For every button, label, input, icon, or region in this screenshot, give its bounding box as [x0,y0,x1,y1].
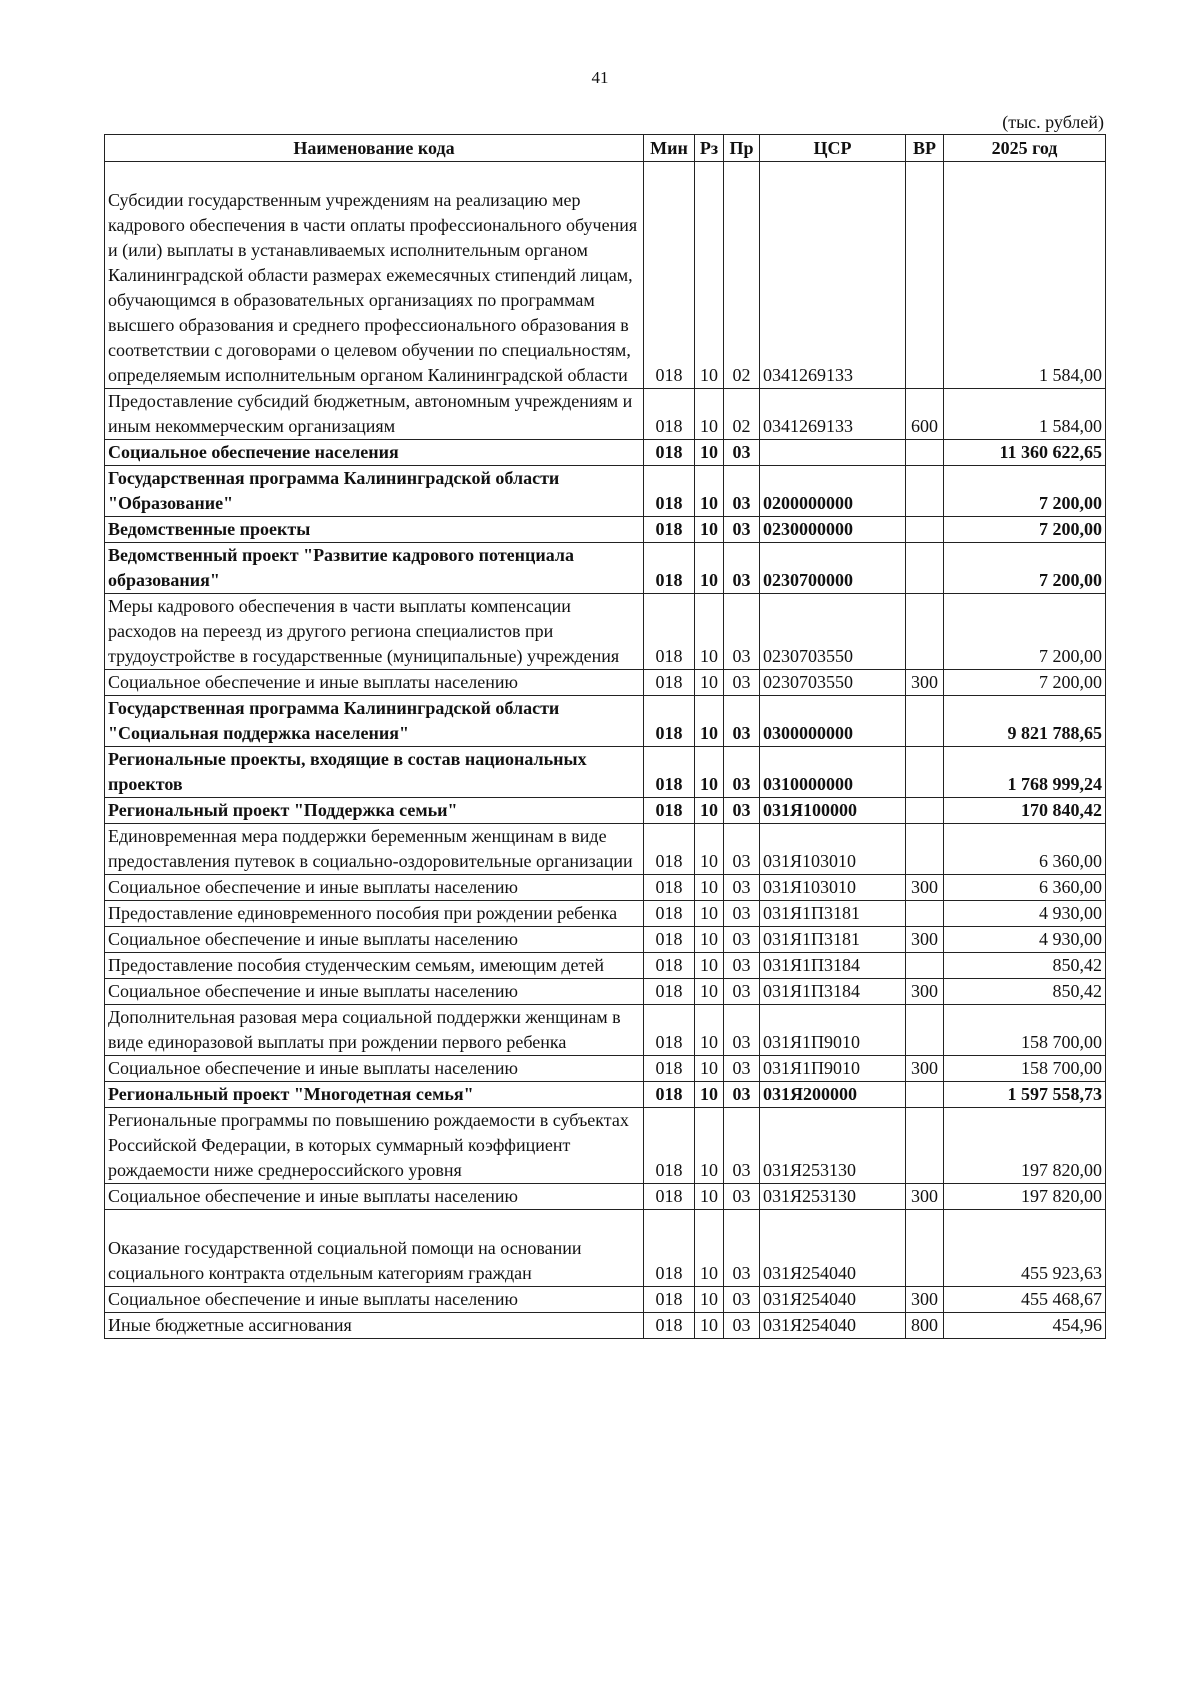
cell-vr: 300 [906,979,944,1005]
cell-min: 018 [644,1210,695,1287]
cell-amount: 1 768 999,24 [944,747,1106,798]
cell-min: 018 [644,162,695,389]
cell-amount: 158 700,00 [944,1056,1106,1082]
table-row [105,1210,1106,1287]
cell-vr: 300 [906,1056,944,1082]
table-row [105,162,1106,389]
cell-vr: 600 [906,389,944,440]
cell-name: Ведомственный проект "Развитие кадрового потенциала образования" [105,543,644,594]
cell-amount: 6 360,00 [944,824,1106,875]
cell-amount: 455 923,63 [944,1210,1106,1287]
cell-min: 018 [644,1005,695,1056]
table-row [105,1184,1106,1210]
cell-amount: 7 200,00 [944,517,1106,543]
cell-name: Ведомственные проекты [105,517,644,543]
cell-pr: 03 [724,875,760,901]
cell-csr: 0300000000 [760,696,906,747]
cell-min: 018 [644,798,695,824]
cell-csr: 031Я1П9010 [760,1005,906,1056]
cell-min: 018 [644,901,695,927]
cell-vr [906,696,944,747]
cell-csr: 031Я100000 [760,798,906,824]
cell-name: Социальное обеспечение населения [105,440,644,466]
cell-name: Социальное обеспечение и иные выплаты населению [105,1287,644,1313]
table-row [105,389,1106,440]
table-row [105,927,1106,953]
cell-pr: 03 [724,798,760,824]
cell-csr: 031Я103010 [760,875,906,901]
table-row [105,901,1106,927]
cell-rz: 10 [695,517,724,543]
cell-amount: 197 820,00 [944,1108,1106,1184]
table-row [105,1108,1106,1184]
cell-min: 018 [644,1313,695,1339]
cell-pr: 02 [724,162,760,389]
cell-name: Оказание государственной социальной помощи на основании социального контракта отдельным категориям граждан [105,1210,644,1287]
header-vr: ВР [906,135,944,162]
page-number: 41 [591,68,609,87]
cell-pr: 03 [724,517,760,543]
table-row [105,517,1106,543]
cell-min: 018 [644,747,695,798]
cell-name: Социальное обеспечение и иные выплаты населению [105,979,644,1005]
table-row [105,466,1106,517]
cell-min: 018 [644,1056,695,1082]
cell-rz: 10 [695,162,724,389]
cell-csr: 031Я1П9010 [760,1056,906,1082]
cell-amount: 7 200,00 [944,466,1106,517]
cell-min: 018 [644,389,695,440]
cell-rz: 10 [695,1287,724,1313]
cell-csr: 0310000000 [760,747,906,798]
cell-vr: 300 [906,927,944,953]
cell-csr: 0230700000 [760,543,906,594]
cell-amount: 4 930,00 [944,927,1106,953]
table-row [105,1056,1106,1082]
table-row [105,1287,1106,1313]
cell-rz: 10 [695,1108,724,1184]
cell-amount: 197 820,00 [944,1184,1106,1210]
budget-table [104,134,1106,1339]
cell-csr: 031Я103010 [760,824,906,875]
cell-rz: 10 [695,1005,724,1056]
cell-name: Предоставление пособия студенческим семьям, имеющим детей [105,953,644,979]
table-row [105,747,1106,798]
cell-rz: 10 [695,901,724,927]
units-label: (тыс. рублей) [1002,112,1104,132]
cell-vr: 300 [906,1287,944,1313]
table-row [105,670,1106,696]
cell-amount: 1 584,00 [944,389,1106,440]
table-row [105,696,1106,747]
cell-vr [906,466,944,517]
cell-rz: 10 [695,953,724,979]
cell-min: 018 [644,1287,695,1313]
header-csr: ЦСР [760,135,906,162]
cell-rz: 10 [695,670,724,696]
cell-pr: 03 [724,953,760,979]
cell-amount: 455 468,67 [944,1287,1106,1313]
cell-pr: 03 [724,1056,760,1082]
cell-name: Социальное обеспечение и иные выплаты населению [105,1056,644,1082]
cell-min: 018 [644,466,695,517]
cell-pr: 03 [724,466,760,517]
cell-vr [906,440,944,466]
cell-csr [760,440,906,466]
cell-rz: 10 [695,543,724,594]
cell-pr: 03 [724,670,760,696]
cell-csr: 0230703550 [760,670,906,696]
cell-vr [906,1005,944,1056]
cell-pr: 03 [724,696,760,747]
cell-rz: 10 [695,979,724,1005]
cell-csr: 031Я253130 [760,1184,906,1210]
cell-vr [906,1210,944,1287]
cell-vr [906,594,944,670]
cell-name: Предоставление единовременного пособия при рождении ребенка [105,901,644,927]
cell-pr: 03 [724,1287,760,1313]
cell-rz: 10 [695,798,724,824]
table-row [105,979,1106,1005]
cell-vr: 300 [906,670,944,696]
cell-name: Единовременная мера поддержки беременным женщинам в виде предоставления путевок в социально-оздоровительные организации [105,824,644,875]
table-row [105,543,1106,594]
cell-amount: 454,96 [944,1313,1106,1339]
cell-min: 018 [644,1082,695,1108]
cell-amount: 4 930,00 [944,901,1106,927]
cell-min: 018 [644,979,695,1005]
cell-vr [906,162,944,389]
cell-vr [906,953,944,979]
cell-csr: 0230703550 [760,594,906,670]
cell-pr: 03 [724,1313,760,1339]
cell-amount: 6 360,00 [944,875,1106,901]
cell-vr [906,1082,944,1108]
cell-amount: 158 700,00 [944,1005,1106,1056]
header-rz: Рз [695,135,724,162]
cell-vr [906,747,944,798]
cell-rz: 10 [695,1056,724,1082]
cell-amount: 850,42 [944,953,1106,979]
cell-pr: 03 [724,927,760,953]
table-row [105,594,1106,670]
header-pr: Пр [724,135,760,162]
cell-min: 018 [644,517,695,543]
cell-pr: 03 [724,824,760,875]
cell-min: 018 [644,875,695,901]
cell-amount: 11 360 622,65 [944,440,1106,466]
cell-name: Социальное обеспечение и иные выплаты населению [105,1184,644,1210]
cell-rz: 10 [695,389,724,440]
cell-rz: 10 [695,747,724,798]
cell-rz: 10 [695,824,724,875]
cell-pr: 03 [724,1005,760,1056]
cell-amount: 7 200,00 [944,594,1106,670]
cell-name: Региональный проект "Многодетная семья" [105,1082,644,1108]
cell-min: 018 [644,953,695,979]
cell-pr: 03 [724,594,760,670]
cell-vr [906,1108,944,1184]
cell-csr: 031Я1П3181 [760,901,906,927]
header-amount: 2025 год [944,135,1106,162]
cell-csr: 0341269133 [760,162,906,389]
header-name: Наименование кода [105,135,644,162]
cell-pr: 02 [724,389,760,440]
cell-name: Региональный проект "Поддержка семьи" [105,798,644,824]
cell-min: 018 [644,543,695,594]
cell-min: 018 [644,440,695,466]
cell-csr: 031Я1П3181 [760,927,906,953]
cell-pr: 03 [724,543,760,594]
cell-pr: 03 [724,1082,760,1108]
cell-vr [906,517,944,543]
cell-name: Социальное обеспечение и иные выплаты населению [105,927,644,953]
cell-amount: 9 821 788,65 [944,696,1106,747]
cell-csr: 031Я1П3184 [760,979,906,1005]
cell-pr: 03 [724,1108,760,1184]
cell-vr: 800 [906,1313,944,1339]
table-row [105,1082,1106,1108]
table-body [105,162,1106,1339]
cell-min: 018 [644,670,695,696]
cell-name: Государственная программа Калининградской области "Социальная поддержка населения" [105,696,644,747]
cell-vr [906,901,944,927]
cell-csr: 0200000000 [760,466,906,517]
cell-vr: 300 [906,875,944,901]
cell-name: Субсидии государственным учреждениям на реализацию мер кадрового обеспечения в части оплаты профессионального обучения и (или) выплаты в устанавливаемых исполнительным органом Калининградской области размерах ежемесячных стипендий лицам, обучающимся в образовательных организациях по программам высшего образования и среднего профессионального образования в соответствии с договорами о целевом обучении по специальностям, определяемым исполнительным органом Калининградской области [105,162,644,389]
table-row [105,1005,1106,1056]
cell-name: Социальное обеспечение и иные выплаты населению [105,670,644,696]
cell-rz: 10 [695,1313,724,1339]
cell-rz: 10 [695,1184,724,1210]
cell-csr: 031Я254040 [760,1313,906,1339]
cell-name: Региональные программы по повышению рождаемости в субъектах Российской Федерации, в которых суммарный коэффициент рождаемости ниже среднероссийского уровня [105,1108,644,1184]
cell-csr: 031Я200000 [760,1082,906,1108]
cell-min: 018 [644,696,695,747]
cell-name: Иные бюджетные ассигнования [105,1313,644,1339]
cell-pr: 03 [724,1210,760,1287]
table-row [105,798,1106,824]
table-row [105,875,1106,901]
cell-pr: 03 [724,440,760,466]
cell-vr [906,798,944,824]
cell-pr: 03 [724,901,760,927]
cell-csr: 031Я1П3184 [760,953,906,979]
cell-rz: 10 [695,875,724,901]
cell-amount: 850,42 [944,979,1106,1005]
cell-rz: 10 [695,440,724,466]
cell-rz: 10 [695,1210,724,1287]
cell-min: 018 [644,927,695,953]
cell-amount: 170 840,42 [944,798,1106,824]
cell-rz: 10 [695,594,724,670]
header-min: Мин [644,135,695,162]
table-row [105,824,1106,875]
cell-csr: 031Я254040 [760,1287,906,1313]
cell-name: Дополнительная разовая мера социальной поддержки женщинам в виде единоразовой выплаты при рождении первого ребенка [105,1005,644,1056]
cell-name: Социальное обеспечение и иные выплаты населению [105,875,644,901]
cell-min: 018 [644,1184,695,1210]
cell-csr: 031Я253130 [760,1108,906,1184]
cell-min: 018 [644,1108,695,1184]
table-row [105,953,1106,979]
cell-min: 018 [644,594,695,670]
cell-csr: 0230000000 [760,517,906,543]
cell-amount: 7 200,00 [944,670,1106,696]
cell-csr: 0341269133 [760,389,906,440]
cell-rz: 10 [695,927,724,953]
cell-name: Государственная программа Калининградской области "Образование" [105,466,644,517]
table-header-row [105,135,1106,162]
cell-name: Региональные проекты, входящие в состав национальных проектов [105,747,644,798]
cell-rz: 10 [695,1082,724,1108]
cell-vr: 300 [906,1184,944,1210]
cell-name: Меры кадрового обеспечения в части выплаты компенсации расходов на переезд из другого региона специалистов при трудоустройстве в государственные (муниципальные) учреждения [105,594,644,670]
cell-rz: 10 [695,466,724,517]
cell-csr: 031Я254040 [760,1210,906,1287]
cell-vr [906,824,944,875]
cell-amount: 7 200,00 [944,543,1106,594]
table-row [105,1313,1106,1339]
cell-amount: 1 584,00 [944,162,1106,389]
cell-rz: 10 [695,696,724,747]
table-row [105,440,1106,466]
cell-pr: 03 [724,747,760,798]
cell-amount: 1 597 558,73 [944,1082,1106,1108]
cell-min: 018 [644,824,695,875]
cell-pr: 03 [724,979,760,1005]
cell-pr: 03 [724,1184,760,1210]
cell-name: Предоставление субсидий бюджетным, автономным учреждениям и иным некоммерческим организациям [105,389,644,440]
cell-vr [906,543,944,594]
